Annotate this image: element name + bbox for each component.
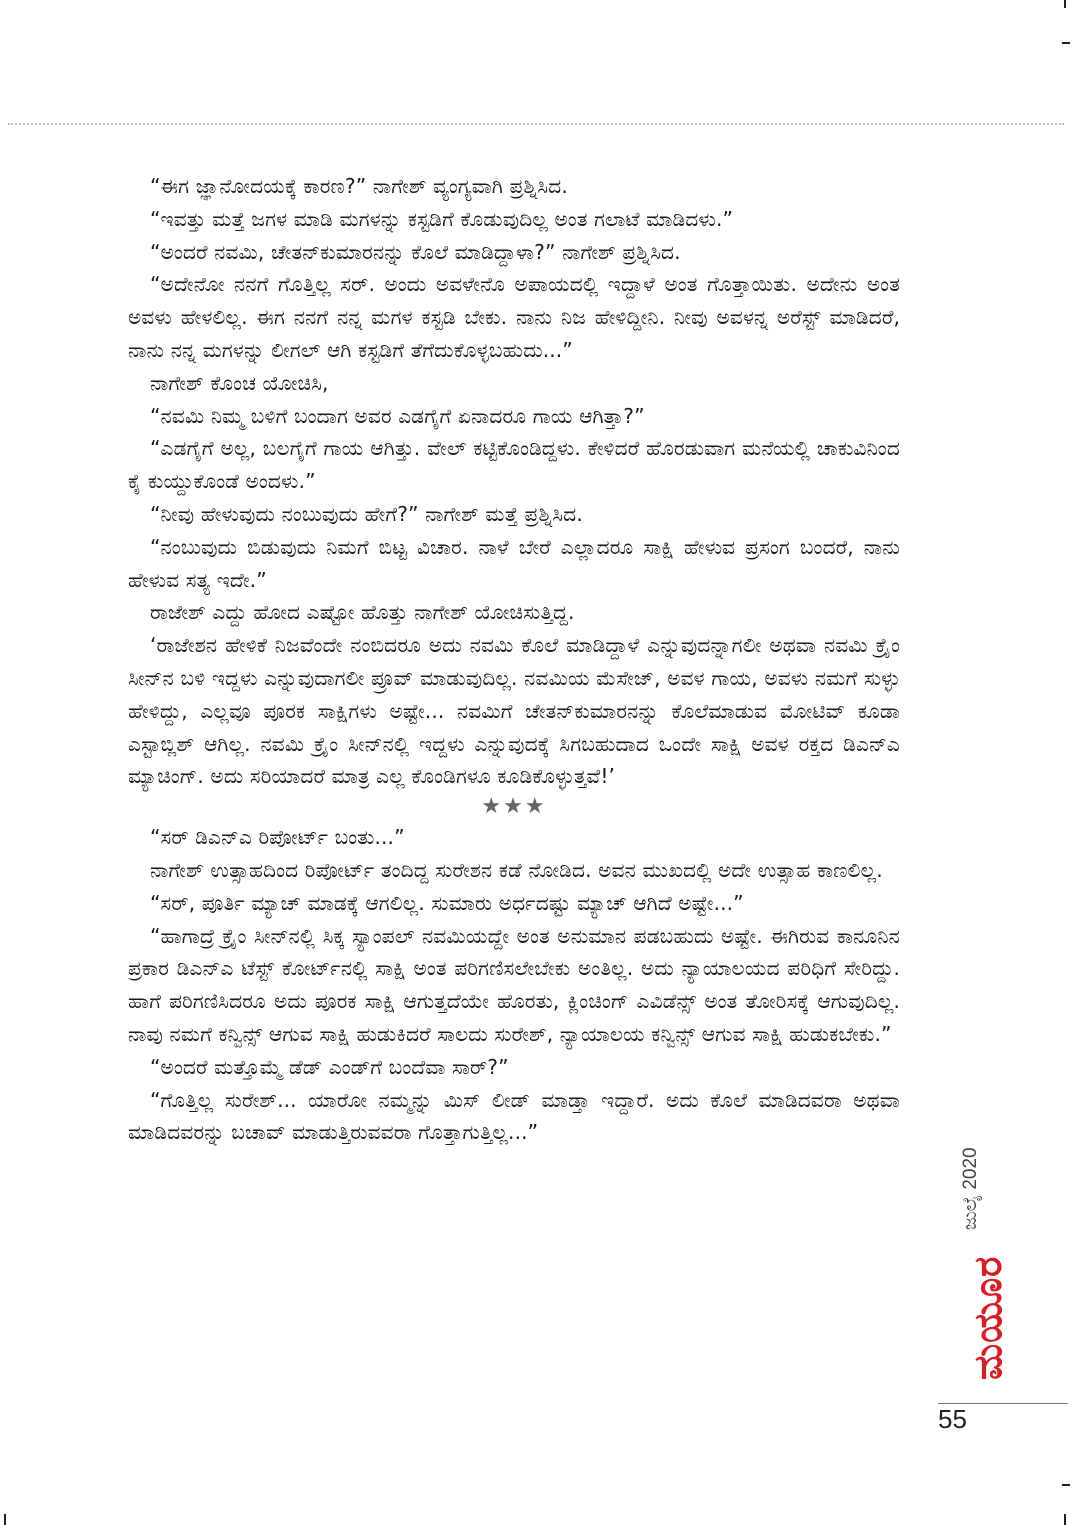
- paragraph: “ಗೊತ್ತಿಲ್ಲ ಸುರೇಶ್... ಯಾರೋ ನಮ್ಮನ್ನು ಮಿಸ್ ಲೀಡ್ ಮಾಡ್ತಾ ಇದ್ದಾರೆ. ಅದು ಕೊಲೆ ಮಾಡಿದವರಾ ಅಥವಾ ಮಾಡಿದವರನ್ನು ಬಚಾವ್ ಮಾಡುತ್ತಿರುವವರಾ ಗೊತ್ತಾಗುತ್ತಿಲ್ಲ...”: [128, 1087, 900, 1145]
- paragraph: “ಸರ್, ಪೂರ್ತಿ ಮ್ಯಾಚ್ ಮಾಡಕ್ಕೆ ಆಗಲಿಲ್ಲ. ಸುಮಾರು ಅರ್ಧದಷ್ಟು ಮ್ಯಾಚ್ ಆಗಿದೆ ಅಷ್ಟೇ...”: [150, 890, 744, 915]
- paragraph: ರಾಜೇಶ್ ಎದ್ದು ಹೋದ ಎಷ್ಟೋ ಹೊತ್ತು ನಾಗೇಶ್ ಯೋಚಿಸುತ್ತಿದ್ದ.: [150, 600, 575, 625]
- paragraph: “ಅಂದರೆ ಮತ್ತೊಮ್ಮೆ ಡೆಡ್ ಎಂಡ್‌ಗೆ ಬಂದೆವಾ ಸಾರ್?”: [150, 1054, 509, 1079]
- paragraph: “ಎಡಗೈಗೆ ಅಲ್ಲ, ಬಲಗೈಗೆ ಗಾಯ ಆಗಿತ್ತು. ವೇಲ್ ಕಟ್ಟಿಕೊಂಡಿದ್ದಳು. ಕೇಳಿದರೆ ಹೊರಡುವಾಗ ಮನೆಯಲ್ಲಿ ಚಾಕುವಿನಿಂದ ಕೈ ಕುಯ್ದುಕೊಂಡೆ ಅಂದಳು.”: [128, 436, 900, 494]
- crop-mark: [1064, 0, 1066, 8]
- crop-mark: [1064, 1514, 1066, 1525]
- paragraph: “ಇವತ್ತು ಮತ್ತೆ ಜಗಳ ಮಾಡಿ ಮಗಳನ್ನು ಕಸ್ಟಡಿಗೆ ಕೊಡುವುದಿಲ್ಲ ಅಂತ ಗಲಾಟೆ ಮಾಡಿದಳು.”: [150, 206, 734, 231]
- paragraph: “ಅಂದರೆ ನವಮಿ, ಚೇತನ್‌ಕುಮಾರನನ್ನು ಕೊಲೆ ಮಾಡಿದ್ದಾಳಾ?” ನಾಗೇಶ್ ಪ್ರಶ್ನಿಸಿದ.: [150, 239, 681, 264]
- paragraph: ‘ರಾಜೇಶನ ಹೇಳಿಕೆ ನಿಜವೆಂದೇ ನಂಬಿದರೂ ಅದು ನವಮಿ ಕೊಲೆ ಮಾಡಿದ್ದಾಳೆ ಎನ್ನುವುದನ್ನಾಗಲೀ ಅಥವಾ ನವಮಿ ಕ್ರೈಂ ಸೀನ್‌ನ ಬಳಿ ಇದ್ದಳು ಎನ್ನುವುದಾಗಲೀ ಪ್ರೂವ್ ಮಾಡುವುದಿಲ್ಲ. ನವಮಿಯ ಮೆಸೇಜ್, ಅವಳ ಗಾಯ, ಅವಳು ನಮಗೆ ಸುಳ್ಳು ಹೇಳಿದ್ದು, ಎಲ್ಲವೂ ಪೂರಕ ಸಾಕ್ಷಿಗಳು ಅಷ್ಟೇ... ನವಮಿಗೆ ಚೇತನ್‌ಕುಮಾರನನ್ನು ಕೊಲೆಮಾಡುವ ಮೋಟಿವ್ ಕೂಡಾ ಎಸ್ಟಾಬ್ಲಿಶ್ ಆಗಿಲ್ಲ. ನವಮಿ ಕ್ರೈಂ ಸೀನ್‌ನಲ್ಲಿ ಇದ್ದಳು ಎನ್ನುವುದಕ್ಕೆ ಸಿಗಬಹುದಾದ ಒಂದೇ ಸಾಕ್ಷಿ ಅವಳ ರಕ್ತದ ಡಿಎನ್‌ಎ ಮ್ಯಾಚಿಂಗ್. ಅದು ಸರಿಯಾದರೆ ಮಾತ್ರ ಎಲ್ಲ ಕೊಂಡಿಗಳೂ ಕೂಡಿಕೊಳ್ಳುತ್ತವೆ!’: [128, 633, 900, 789]
- paragraph: “ನೀವು ಹೇಳುವುದು ನಂಬುವುದು ಹೇಗೆ?” ನಾಗೇಶ್ ಮತ್ತೆ ಪ್ರಶ್ನಿಸಿದ.: [150, 501, 583, 526]
- paragraph: “ಈಗ ಜ್ಞಾನೋದಯಕ್ಕೆ ಕಾರಣ?” ನಾಗೇಶ್ ವ್ಯಂಗ್ಯವಾಗಿ ಪ್ರಶ್ನಿಸಿದ.: [150, 174, 568, 198]
- crop-mark: [1062, 42, 1070, 44]
- section-separator: ★★★: [481, 794, 547, 820]
- magazine-logo: ಮಯೂರ: [966, 1255, 1010, 1380]
- paragraph: “ಅದೇನೋ ನನಗೆ ಗೊತ್ತಿಲ್ಲ ಸರ್. ಅಂದು ಅವಳೇನೊ ಅಪಾಯದಲ್ಲಿ ಇದ್ದಾಳೆ ಅಂತ ಗೊತ್ತಾಯಿತು. ಅದೇನು ಅಂತ ಅವಳು ಹೇಳಲಿಲ್ಲ. ಈಗ ನನಗೆ ನನ್ನ ಮಗಳ ಕಸ್ಟಡಿ ಬೇಕು. ನಾನು ನಿಜ ಹೇಳಿದ್ದೀನಿ. ನೀವು ಅವಳನ್ನ ಅರೆಸ್ಟ್ ಮಾಡಿದರೆ, ನಾನು ನನ್ನ ಮಗಳನ್ನು ಲೀಗಲ್ ಆಗಿ ಕಸ್ಟಡಿಗೆ ತೆಗೆದುಕೊಳ್ಳಬಹುದು...”: [128, 272, 900, 362]
- article-body: [128, 170, 900, 1149]
- crop-mark: [4, 1514, 6, 1525]
- paragraph: “ನಂಬುವುದು ಬಿಡುವುದು ನಿಮಗೆ ಬಿಟ್ಟ ವಿಚಾರ. ನಾಳೆ ಬೇರೆ ಎಲ್ಲಾದರೂ ಸಾಕ್ಷಿ ಹೇಳುವ ಪ್ರಸಂಗ ಬಂದರೆ, ನಾನು ಹೇಳುವ ಸತ್ಯ ಇದೇ.”: [128, 534, 900, 592]
- paragraph: “ನವಮಿ ನಿಮ್ಮ ಬಳಿಗೆ ಬಂದಾಗ ಅವರ ಎಡಗೈಗೆ ಏನಾದರೂ ಗಾಯ ಆಗಿತ್ತಾ?”: [150, 403, 645, 428]
- paragraph: “ಸರ್ ಡಿಎನ್‌ಎ ರಿಪೋರ್ಟ್ ಬಂತು...”: [150, 825, 405, 850]
- paragraph: “ಹಾಗಾದ್ರೆ ಕ್ರೈಂ ಸೀನ್‌ನಲ್ಲಿ ಸಿಕ್ಕ ಸ್ಯಾಂಪಲ್ ನವಮಿಯದ್ದೇ ಅಂತ ಅನುಮಾನ ಪಡಬಹುದು ಅಷ್ಟೇ. ಈಗಿರುವ ಕಾನೂನಿನ ಪ್ರಕಾರ ಡಿಎನ್‌ಎ ಟೆಸ್ಟ್ ಕೋರ್ಟ್‌ನಲ್ಲಿ ಸಾಕ್ಷಿ ಅಂತ ಪರಿಗಣಿಸಲೇಬೇಕು ಅಂತಿಲ್ಲ. ಅದು ನ್ಯಾಯಾಲಯದ ಪರಿಧಿಗೆ ಸೇರಿದ್ದು. ಹಾಗೆ ಪರಿಗಣಿಸಿದರೂ ಅದು ಪೂರಕ ಸಾಕ್ಷಿ ಆಗುತ್ತದೆಯೇ ಹೊರತು, ಕ್ಲಿಂಚಿಂಗ್ ಎವಿಡೆನ್ಸ್ ಅಂತ ತೋರಿಸಕ್ಕೆ ಆಗುವುದಿಲ್ಲ. ನಾವು ನಮಗೆ ಕನ್ವಿನ್ಸ್ ಆಗುವ ಸಾಕ್ಷಿ ಹುಡುಕಿದರೆ ಸಾಲದು ಸುರೇಶ್, ನ್ಯಾಯಾಲಯ ಕನ್ವಿನ್ಸ್ ಆಗುವ ಸಾಕ್ಷಿ ಹುಡುಕಬೇಕು.”: [128, 923, 900, 1046]
- crop-mark: [1062, 1484, 1070, 1486]
- issue-date: ಜುಲೈ 2020: [960, 1147, 981, 1230]
- sidebar: [930, 1100, 1010, 1400]
- paragraph: ನಾಗೇಶ್ ಕೊಂಚ ಯೋಚಿಸಿ,: [150, 370, 329, 395]
- page-number: 55: [938, 1404, 967, 1434]
- header-dotted-divider: [8, 123, 1064, 125]
- paragraph: ನಾಗೇಶ್ ಉತ್ಸಾಹದಿಂದ ರಿಪೋರ್ಟ್ ತಂದಿದ್ದ ಸುರೇಶನ ಕಡೆ ನೋಡಿದ. ಅವನ ಮುಖದಲ್ಲಿ ಅದೇ ಉತ್ಸಾಹ ಕಾಣಲಿಲ್ಲ.: [150, 857, 883, 882]
